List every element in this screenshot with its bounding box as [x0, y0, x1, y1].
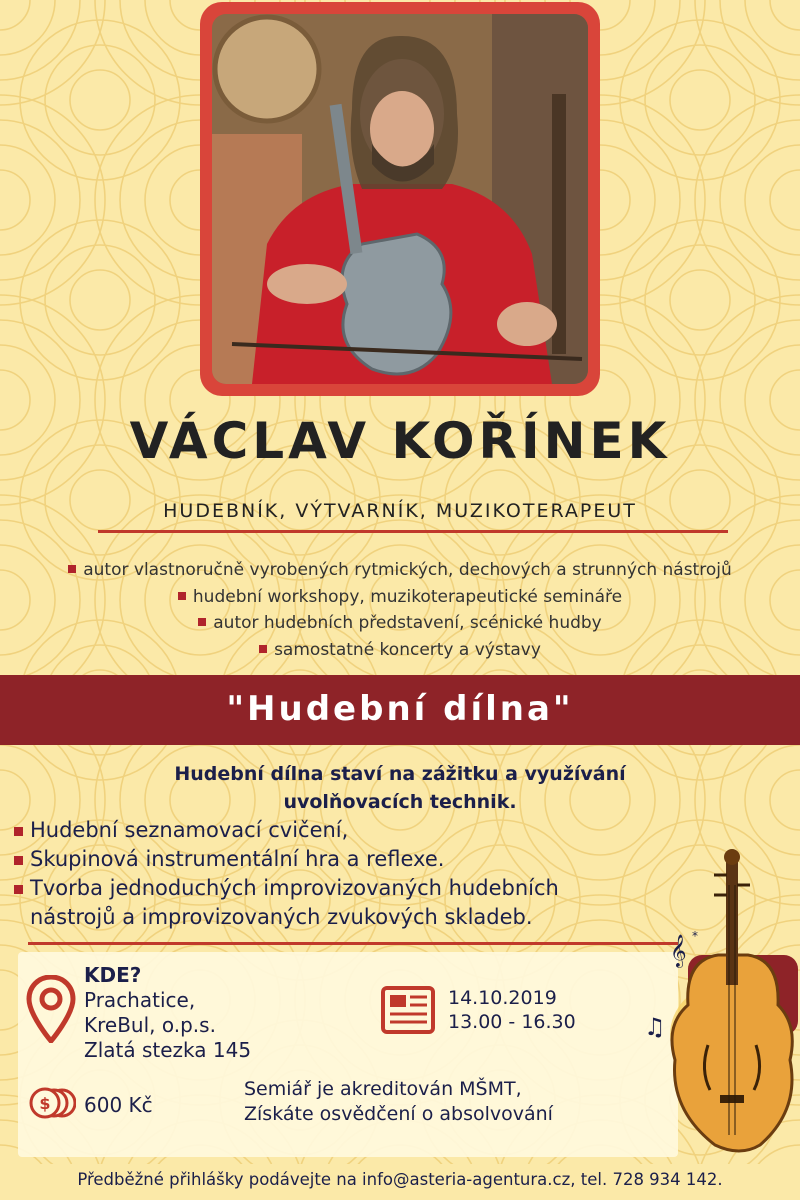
svg-text:$: $ [39, 1094, 51, 1113]
svg-text:♫: ♫ [644, 1013, 666, 1041]
person-roles: HUDEBNÍK, VÝTVARNÍK, MUZIKOTERAPEUT [163, 500, 637, 522]
photo-frame [200, 2, 600, 396]
roles-divider [98, 530, 728, 533]
workshop-item: Skupinová instrumentální hra a reflexe. [12, 845, 692, 874]
bio-item: autor hudebních představení, scénické hudby [0, 610, 800, 637]
bio-list [0, 557, 800, 663]
bullet-square-icon [259, 645, 267, 653]
location-venue: KreBul, o.p.s. [84, 1013, 216, 1037]
workshop-list [12, 816, 692, 932]
bullet-square-icon [14, 827, 23, 836]
workshop-item: Tvorba jednoduchých improvizovaných hudebních nástrojů a improvizovaných zvukových skladeb. [12, 874, 650, 932]
schedule-block [448, 986, 576, 1034]
coins-icon [28, 1085, 76, 1121]
calendar-document-icon [380, 985, 436, 1035]
svg-text:*: * [692, 929, 698, 943]
location-city: Prachatice, [84, 988, 196, 1012]
svg-text:𝄞: 𝄞 [670, 934, 687, 967]
bio-item: samostatné koncerty a výstavy [0, 637, 800, 664]
workshop-item: Hudební seznamovací cvičení, [12, 816, 692, 845]
bio-item: hudební workshopy, muzikoterapeutické semináře [0, 584, 800, 611]
location-heading: KDE? [84, 963, 142, 987]
person-name: VÁCLAV KOŘÍNEK [129, 412, 671, 470]
bullet-square-icon [14, 885, 23, 894]
bullet-square-icon [14, 856, 23, 865]
event-time: 13.00 - 16.30 [448, 1011, 576, 1033]
musician-photo [212, 14, 588, 384]
location-block [84, 963, 251, 1063]
footer-contact: Předběžné přihlášky podávejte na info@asteria-agentura.cz, tel. 728 934 142. [77, 1170, 723, 1189]
workshop-intro-line1: Hudební dílna staví na zážitku a využívání [174, 763, 626, 785]
workshop-intro-line2: uvolňovacích technik. [283, 791, 517, 813]
accreditation-block [244, 1077, 553, 1127]
workshop-intro [120, 760, 680, 816]
info-divider [28, 942, 678, 945]
bullet-square-icon [68, 565, 76, 573]
accreditation-line1: Semiář je akreditován MŠMT, [244, 1078, 522, 1100]
workshop-title: "Hudební dílna" [226, 689, 574, 729]
price: 600 Kč [84, 1093, 153, 1117]
location-pin-icon [26, 975, 76, 1043]
bio-item: autor vlastnoručně vyrobených rytmických, dechových a strunných nástrojů [0, 557, 800, 584]
event-date: 14.10.2019 [448, 987, 557, 1009]
cello-illustration [630, 845, 800, 1163]
bullet-square-icon [198, 618, 206, 626]
location-street: Zlatá stezka 145 [84, 1038, 252, 1062]
bullet-square-icon [178, 592, 186, 600]
accreditation-line2: Získáte osvědčení o absolvování [244, 1103, 553, 1125]
